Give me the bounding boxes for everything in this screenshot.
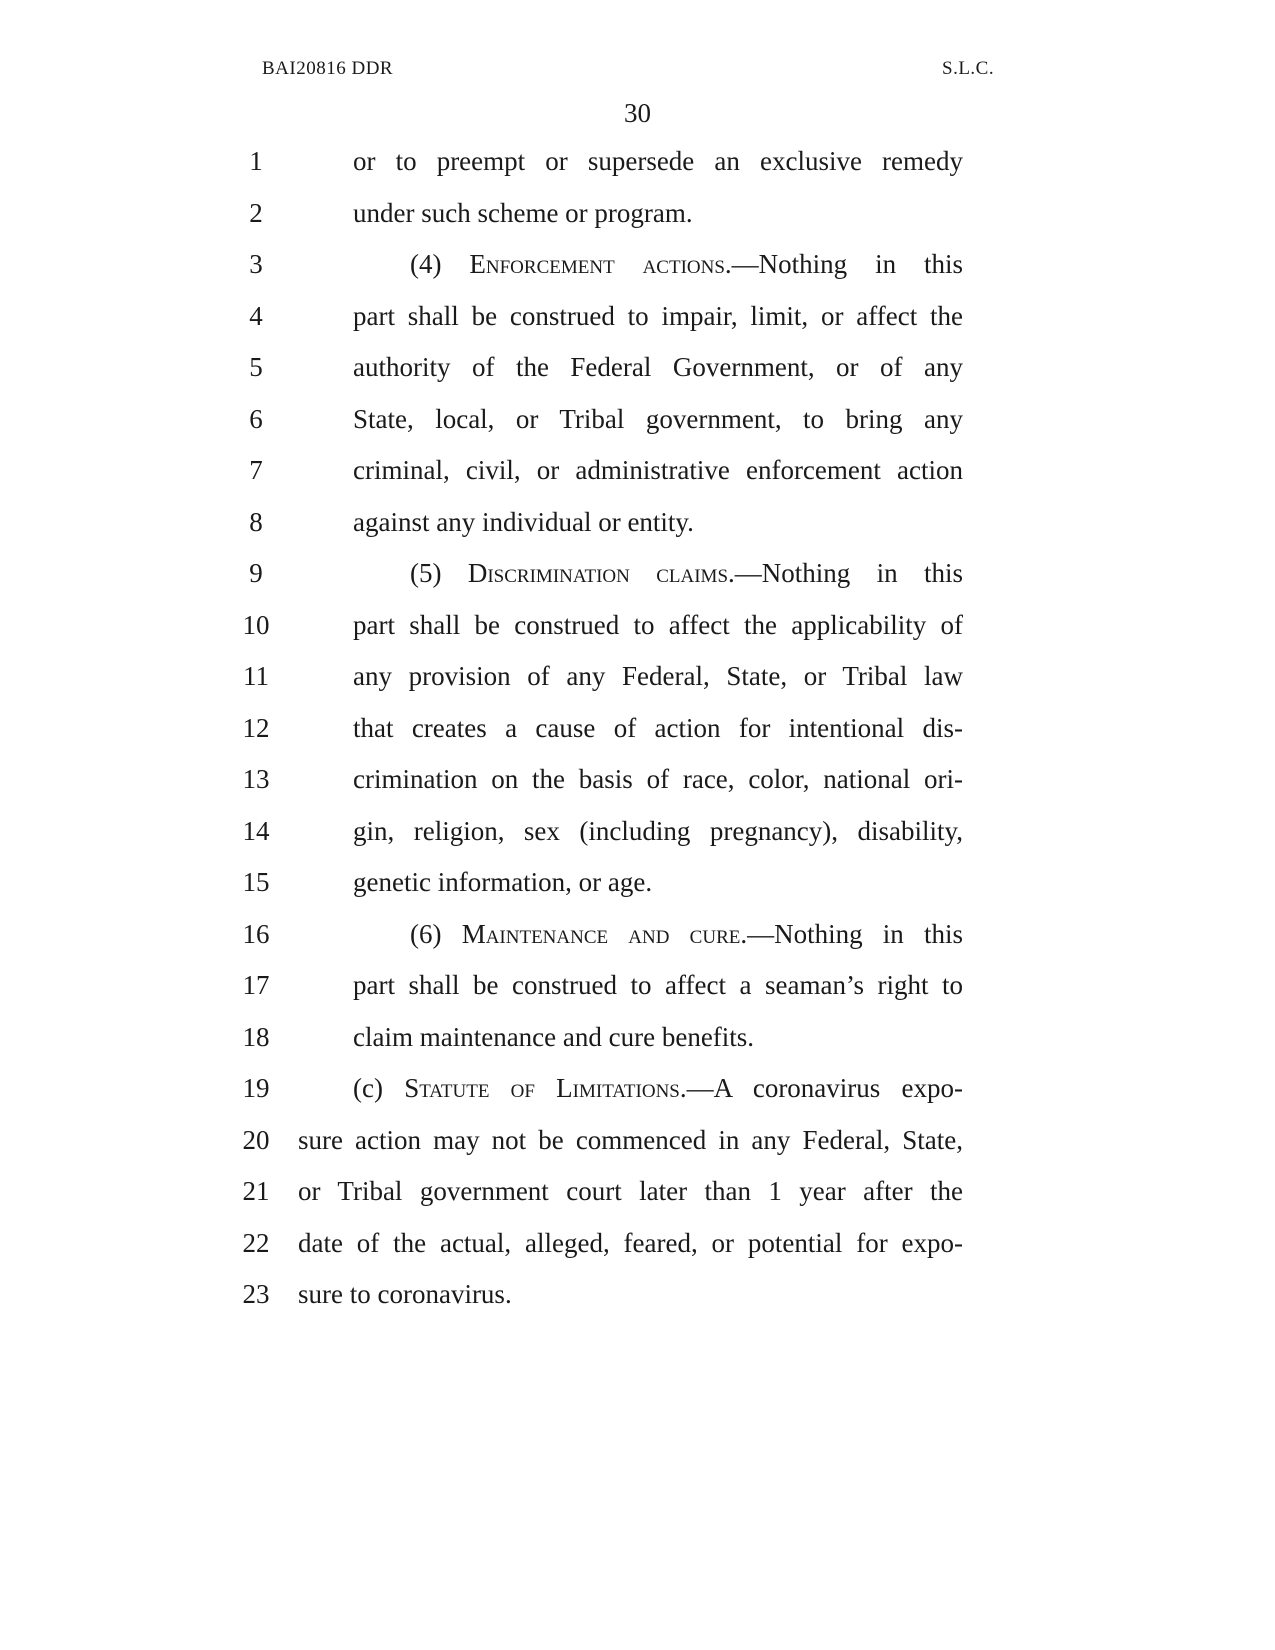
line-text [353, 708, 963, 748]
text-line [0, 1171, 1275, 1211]
document-code: S.L.C. [942, 58, 995, 79]
line-text [353, 965, 963, 1005]
text-run: State, local, or Tribal government, to bring any [353, 403, 963, 434]
text-run: sure action may not be commenced in any Federal, State, [298, 1124, 963, 1155]
text-run: or Tribal government court later than 1 year after the [298, 1176, 963, 1206]
line-text [298, 1171, 963, 1211]
text-run: or to preempt or supersede an exclusive remedy [353, 146, 963, 176]
text-line [0, 1068, 1275, 1108]
text-run: sure to coronavirus. [298, 1279, 512, 1309]
line-number: 3 [249, 249, 263, 279]
text-run: against any individual or entity. [353, 506, 694, 537]
line-text [353, 193, 963, 233]
line-text [353, 656, 963, 696]
line-number: 22 [242, 1227, 270, 1258]
text-run: .—Nothing in this [728, 558, 963, 588]
section-heading: Maintenance and cure [461, 918, 741, 949]
line-text [353, 1068, 963, 1108]
line-text [353, 502, 963, 542]
line-text [353, 450, 963, 490]
text-run: (c) [353, 1073, 405, 1103]
text-line [0, 862, 1275, 902]
line-text [353, 759, 963, 799]
text-run: part shall be construed to impair, limit, or affect the [353, 300, 963, 331]
text-run: .—Nothing in this [724, 249, 963, 279]
text-line [0, 759, 1275, 799]
line-number: 15 [242, 867, 270, 897]
text-line [0, 347, 1275, 387]
line-number: 4 [249, 300, 263, 331]
line-number: 7 [249, 455, 263, 485]
text-run: .—A coronavirus expo- [679, 1073, 963, 1103]
text-line [0, 708, 1275, 748]
text-line [0, 605, 1275, 645]
document-id: BAI20816 DDR [262, 58, 394, 79]
line-text [410, 244, 963, 284]
section-heading: Statute of Limitations [404, 1073, 680, 1103]
text-run: authority of the Federal Government, or of any [353, 352, 963, 382]
line-number: 1 [249, 146, 263, 176]
line-number: 6 [249, 403, 263, 434]
text-run: date of the actual, alleged, feared, or potential for expo- [298, 1227, 963, 1258]
text-run: criminal, civil, or administrative enforcement action [353, 455, 963, 485]
line-text [353, 1017, 963, 1057]
text-line [0, 553, 1275, 593]
text-run: claim maintenance and cure benefits. [353, 1021, 755, 1052]
line-text [410, 553, 963, 593]
text-run: genetic information, or age. [353, 867, 653, 897]
text-line [0, 1223, 1275, 1263]
text-run: (5) [410, 558, 468, 588]
text-line [0, 450, 1275, 490]
text-line [0, 399, 1275, 439]
line-number: 21 [242, 1176, 270, 1206]
text-line [0, 965, 1275, 1005]
line-text [353, 141, 963, 181]
line-number: 18 [242, 1021, 270, 1052]
line-number: 2 [249, 197, 263, 228]
text-line [0, 244, 1275, 284]
line-text [353, 399, 963, 439]
line-number: 9 [249, 558, 263, 588]
line-text [298, 1223, 963, 1263]
page-number: 30 [624, 98, 651, 128]
section-heading: Enforcement actions [469, 249, 725, 279]
text-run: any provision of any Federal, State, or Tribal law [353, 661, 963, 691]
text-line [0, 656, 1275, 696]
line-number: 8 [249, 506, 263, 537]
line-number: 19 [242, 1073, 270, 1103]
section-heading: Discrimination claims [467, 558, 729, 588]
line-number: 16 [242, 918, 270, 949]
line-number: 14 [242, 815, 270, 846]
line-text [410, 914, 963, 954]
line-text [353, 296, 963, 336]
text-run: gin, religion, sex (including pregnancy), disability, [353, 815, 963, 846]
text-line [0, 1274, 1275, 1314]
text-run: (6) [410, 918, 462, 949]
text-line [0, 1017, 1275, 1057]
line-text [298, 1120, 963, 1160]
text-line [0, 502, 1275, 542]
line-text [353, 862, 963, 902]
text-line [0, 296, 1275, 336]
text-run: under such scheme or program. [353, 197, 693, 228]
line-text [353, 605, 963, 645]
line-number: 23 [242, 1279, 270, 1309]
text-run: that creates a cause of action for intentional dis- [353, 712, 963, 743]
line-number: 12 [242, 712, 270, 743]
text-run: crimination on the basis of race, color, national ori- [353, 764, 963, 794]
line-number: 17 [242, 970, 270, 1000]
line-text [353, 347, 963, 387]
text-line [0, 1120, 1275, 1160]
text-line [0, 193, 1275, 233]
text-line [0, 141, 1275, 181]
text-run: .—Nothing in this [740, 918, 963, 949]
text-run: part shall be construed to affect the applicability of [353, 609, 963, 640]
line-number: 10 [242, 609, 270, 640]
line-number: 11 [243, 661, 269, 691]
line-text [298, 1274, 963, 1314]
line-number: 13 [242, 764, 270, 794]
line-text [353, 811, 963, 851]
line-number: 5 [249, 352, 263, 382]
text-run: part shall be construed to affect a seaman’s right to [353, 970, 963, 1000]
line-number: 20 [242, 1124, 270, 1155]
text-run: (4) [410, 249, 470, 279]
text-line [0, 914, 1275, 954]
text-line [0, 811, 1275, 851]
